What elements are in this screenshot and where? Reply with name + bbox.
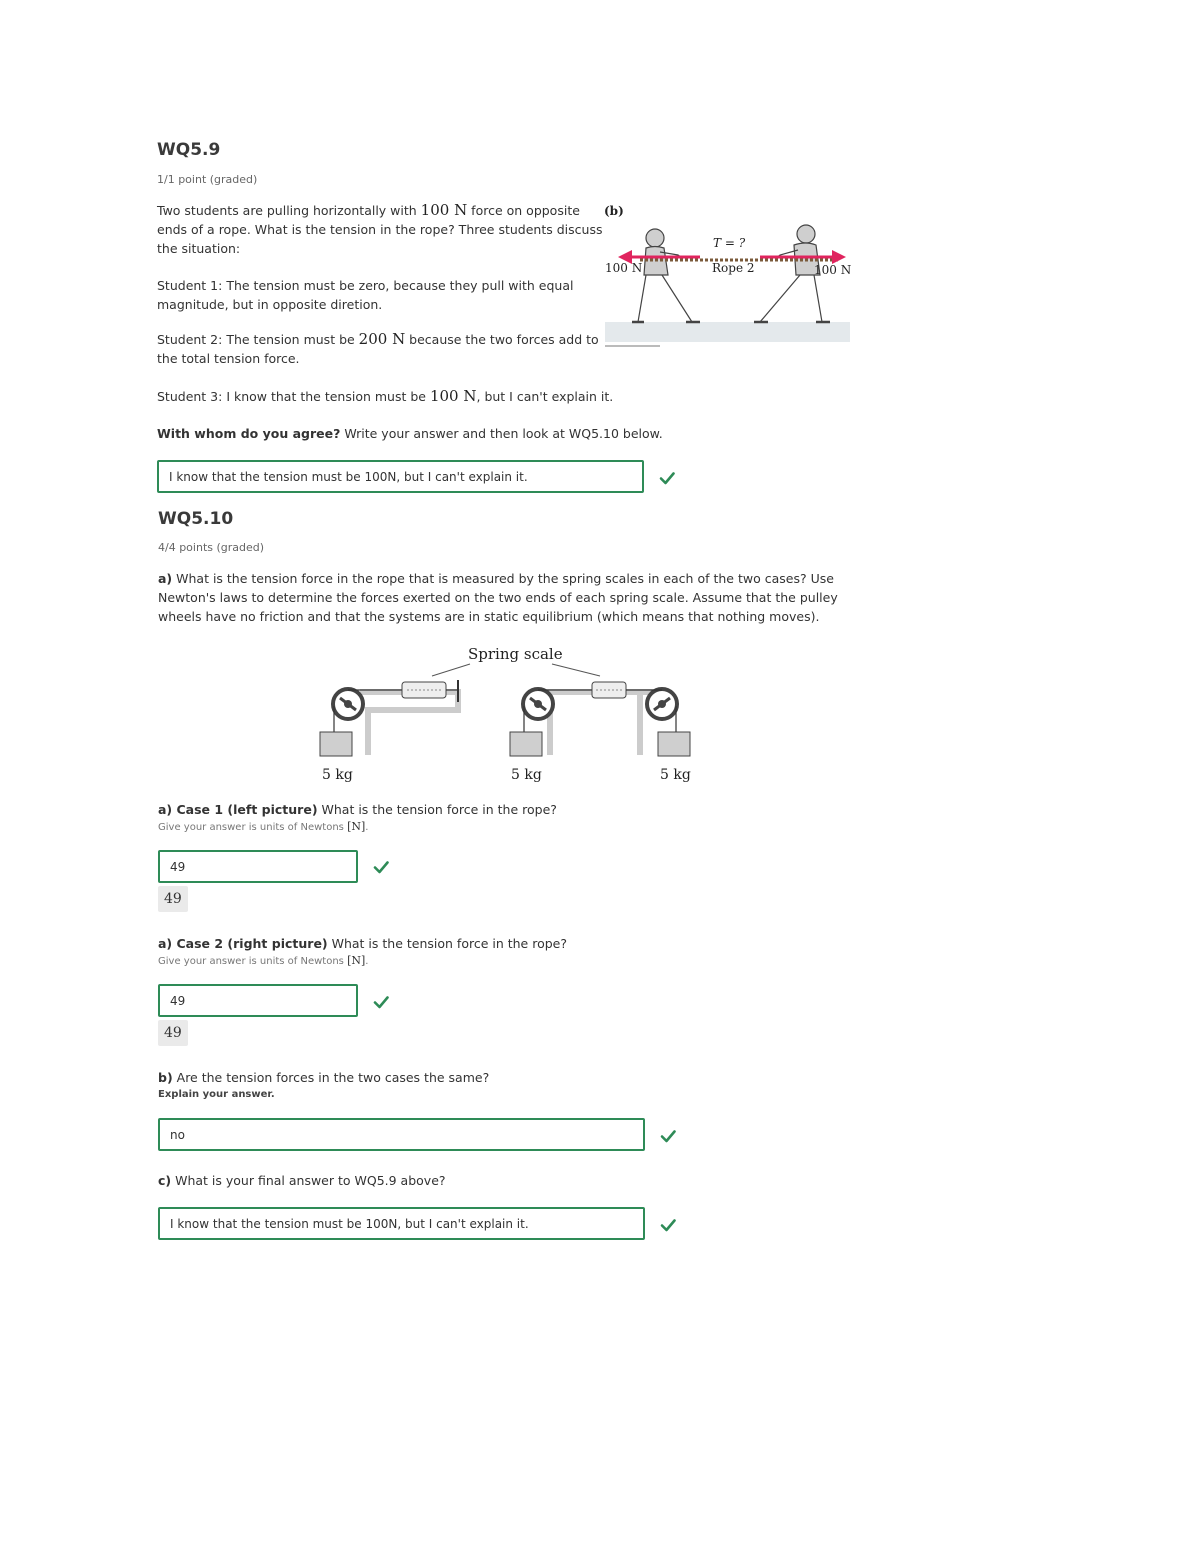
copyright-line xyxy=(605,345,660,347)
case-2-question xyxy=(158,934,658,953)
wq59-student-2-force: 200 N xyxy=(358,330,406,348)
wq59-answer-field[interactable]: I know that the tension must be 100N, but I can't explain it. xyxy=(157,460,644,493)
case-2-hint-unit: [N] xyxy=(347,954,366,967)
case-2-hint xyxy=(158,954,368,967)
tug-of-war-figure xyxy=(600,200,855,350)
wq59-student-2-text: Student 2: The tension must be xyxy=(157,332,359,347)
tension-label: T = ? xyxy=(713,236,746,250)
left-force-label: 100 N xyxy=(605,261,643,275)
wq59-title: WQ5.9 xyxy=(157,140,221,160)
wq59-question xyxy=(157,424,717,443)
wq59-student-3-text-2: , but I can't explain it. xyxy=(476,389,614,404)
mass-mid-label: 5 kg xyxy=(511,767,542,783)
final-answer-field[interactable]: I know that the tension must be 100N, but I can't explain it. xyxy=(158,1207,645,1240)
right-force-label: 100 N xyxy=(814,263,852,277)
same-tension-hint: Explain your answer. xyxy=(158,1089,275,1100)
case-2-hint-text: Give your answer is units of Newtons xyxy=(158,956,348,967)
wq510-title: WQ5.10 xyxy=(158,509,234,529)
case-1-setup xyxy=(320,680,458,756)
checkmark-icon xyxy=(658,469,676,487)
wq59-points: 1/1 point (graded) xyxy=(157,173,258,186)
left-student xyxy=(632,229,700,322)
wq59-question-text: Write your answer and then look at WQ5.10 below. xyxy=(340,426,663,441)
wq510-intro xyxy=(158,569,848,626)
case-1-preview: 49 xyxy=(158,886,188,912)
case-1-hint xyxy=(158,820,368,833)
wq59-intro-text: Two students are pulling horizontally with xyxy=(157,203,421,218)
wq510-points: 4/4 points (graded) xyxy=(158,541,265,554)
mass-left-label: 5 kg xyxy=(322,767,353,783)
wq59-student-3 xyxy=(157,387,657,406)
wq510-intro-bold: a) xyxy=(158,571,173,586)
same-tension-question-text: Are the tension forces in the two cases the same? xyxy=(172,1070,490,1085)
case-1-question-bold: a) Case 1 (left picture) xyxy=(158,802,318,817)
checkmark-icon xyxy=(659,1216,677,1234)
checkmark-icon xyxy=(372,993,390,1011)
checkmark-icon xyxy=(659,1127,677,1145)
same-tension-answer-field[interactable]: no xyxy=(158,1118,645,1151)
case-1-hint-text: Give your answer is units of Newtons xyxy=(158,822,348,833)
case-1-hint-period: . xyxy=(365,822,369,833)
wq59-student-1: Student 1: The tension must be zero, because they pull with equal magnitude, but in opposite diretion. xyxy=(157,278,574,312)
wq510-intro-text: What is the tension force in the rope that is measured by the spring scales in each of the two cases? Use Newton's laws to determine the forces exerted on the two ends of each spring scale. Assume that the pulley wheels have no friction and that the systems are in static equilibrium (which means that nothing moves). xyxy=(158,571,838,624)
case-2-preview: 49 xyxy=(158,1020,188,1046)
case-2-answer-field[interactable]: 49 xyxy=(158,984,358,1017)
wq59-student-2-text-2: because the two forces add to the total tension force. xyxy=(157,332,599,366)
case-1-hint-unit: [N] xyxy=(347,820,366,833)
case-2-question-bold: a) Case 2 (right picture) xyxy=(158,936,328,951)
pulley-figure xyxy=(310,640,705,790)
wq59-student-3-text: Student 3: I know that the tension must be xyxy=(157,389,430,404)
rope-label: Rope 2 xyxy=(712,261,755,275)
final-answer-question-bold: c) xyxy=(158,1173,172,1188)
final-answer-question xyxy=(158,1171,658,1190)
same-tension-question-bold: b) xyxy=(158,1070,173,1085)
wq59-intro-force: 100 N xyxy=(420,201,468,219)
mass-right-label: 5 kg xyxy=(660,767,691,783)
same-tension-question xyxy=(158,1068,658,1087)
case-2-hint-period: . xyxy=(365,956,369,967)
case-1-answer-field[interactable]: 49 xyxy=(158,850,358,883)
case-1-question xyxy=(158,800,658,819)
spring-scale-label: Spring scale xyxy=(468,645,563,663)
pointer-lines xyxy=(432,664,600,676)
case-2-question-text: What is the tension force in the rope? xyxy=(327,936,567,951)
ground xyxy=(605,322,850,342)
case-2-setup xyxy=(510,682,690,756)
wq59-student-3-force: 100 N xyxy=(429,387,477,405)
figure-label: (b) xyxy=(604,204,624,218)
wq59-intro xyxy=(157,201,605,258)
checkmark-icon xyxy=(372,858,390,876)
final-answer-question-text: What is your final answer to WQ5.9 above? xyxy=(171,1173,446,1188)
wq59-intro-text-2: force on opposite ends of a rope. What is the tension in the rope? Three students discuss the situation: xyxy=(157,203,603,256)
case-1-question-text: What is the tension force in the rope? xyxy=(317,802,557,817)
wq59-student-2 xyxy=(157,330,602,368)
wq59-question-bold: With whom do you agree? xyxy=(157,426,341,441)
right-arrowhead xyxy=(832,250,846,264)
